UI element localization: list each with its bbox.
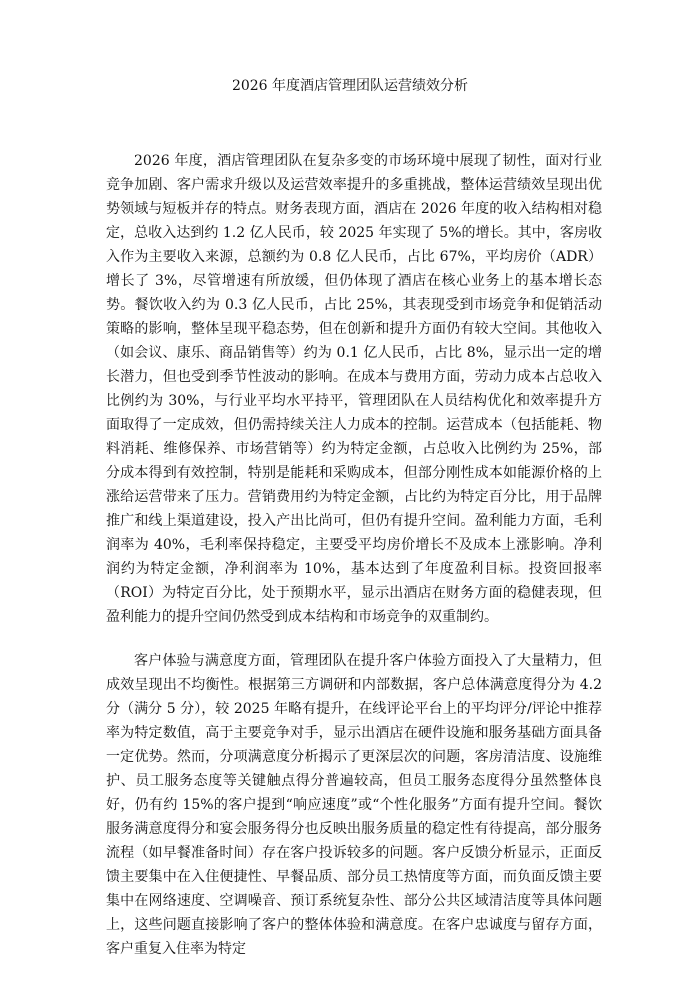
document-title: 2026 年度酒店管理团队运营绩效分析	[231, 78, 469, 94]
paragraph-financial-performance: 2026 年度，酒店管理团队在复杂多变的市场环境中展现了韧性，面对行业竞争加剧、客户需求升级以及运营效率提升的多重挑战，整体运营绩效呈现出优势领域与短板并存的特点。财务表现方面，酒店在 2026 年度的收入结构相对稳定，总收入达到约 1.2 亿人民币，较 2025 年实现了 5%的增长。其中，客房收入作为主要收入来源，总额约为 0.8 亿人民币，占比 67%，平均房价（ADR）增长了 3%，尽管增速有所放缓，但仍体现了酒店在核心业务上的基本增长态势。餐饮收入约为 0.3 亿人民币，占比 25%，其表现受到市场竞争和促销活动策略的影响，整体呈现平稳态势，但在创新和提升方面仍有较大空间。其他收入（如会议、康乐、商品销售等）约为 0.1 亿人民币，占比 8%，显示出一定的增长潜力，但也受到季节性波动的影响。在成本与费用方面，劳动力成本占总收入比例约为 30%，与行业平均水平持平，管理团队在人员结构优化和效率提升方面取得了一定成效，但仍需持续关注人力成本的控制。运营成本（包括能耗、物料消耗、维修保养、市场营销等）约为特定金额，占总收入比例约为 25%，部分成本得到有效控制，特别是能耗和采购成本，但部分刚性成本如能源价格的上涨给运营带来了压力。营销费用约为特定金额，占比约为特定百分比，用于品牌推广和线上渠道建设，投入产出比尚可，但仍有提升空间。盈利能力方面，毛利润率为 40%，毛利率保持稳定，主要受平均房价增长不及成本上涨影响。净利润约为特定金额，净利润率为 10%，基本达到了年度盈利目标。投资回报率（ROI）为特定百分比，处于预期水平，显示出酒店在财务方面的稳健表现，但盈利能力的提升空间仍然受到成本结构和市场竞争的双重制约。	[106, 153, 602, 625]
document-body	[106, 149, 602, 981]
paragraph-customer-experience: 客户体验与满意度方面，管理团队在提升客户体验方面投入了大量精力，但成效呈现出不均衡性。根据第三方调研和内部数据，客户总体满意度得分为 4.2 分（满分 5 分），较 2025 年略有提升，在线评论平台上的平均评分/评论中推荐率为特定数值，高于主要竞争对手，显示出酒店在硬件设施和服务基础方面具备一定优势。然而，分项满意度分析揭示了更深层次的问题，客房清洁度、设施维护、员工服务态度等关键触点得分普遍较高，但员工服务态度得分虽然整体良好，仍有约 15%的客户提到“响应速度”或“个性化服务”方面有提升空间。餐饮服务满意度得分和宴会服务得分也反映出服务质量的稳定性有待提高，部分服务流程（如早餐准备时间）存在客户投诉较多的问题。客户反馈分析显示，正面反馈主要集中在入住便捷性、早餐品质、部分员工热情度等方面，而负面反馈主要集中在网络速度、空调噪音、预订系统复杂性、部分公共区域清洁度等具体问题上，这些问题直接影响了客户的整体体验和满意度。在客户忠诚度与留存方面，客户重复入住率为特定	[106, 653, 602, 957]
